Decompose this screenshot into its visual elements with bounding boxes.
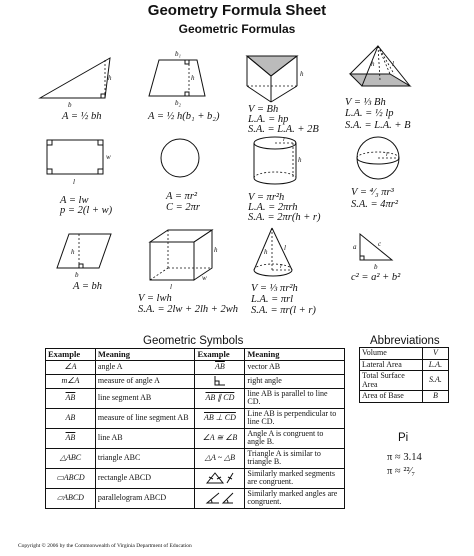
- abbreviations-table: [359, 347, 449, 403]
- formula-cone-surface: S.A. = πr(l + r): [251, 305, 316, 316]
- pi-approx-decimal: π ≈ 3.14: [387, 452, 422, 463]
- cone-figure: [252, 226, 307, 284]
- svg-text:w: w: [106, 153, 111, 161]
- congruent-segments-icon: [205, 471, 235, 485]
- col-meaning: Meaning: [245, 349, 345, 361]
- formula-pyramid-volume: V = ⅓ Bh: [345, 97, 386, 108]
- circle-figure: [160, 138, 204, 182]
- table-row: ▭ABCD rectangle ABCD Similarly marked segments are congruent.: [46, 468, 345, 488]
- prism-figure: [247, 46, 307, 104]
- symbols-table: [45, 348, 345, 509]
- pi-heading: Pi: [398, 432, 409, 444]
- formula-sphere-volume: V = ⁴⁄₃ πr³: [351, 187, 394, 198]
- svg-text:c: c: [378, 240, 382, 248]
- table-row: m∠A measure of angle A right angle: [46, 374, 345, 388]
- box-figure: [150, 228, 230, 290]
- table-row: Total Surface Area S.A.: [360, 371, 449, 391]
- svg-text:h: h: [298, 156, 302, 164]
- formula-circle-area: A = πr²: [166, 191, 198, 202]
- sphere-figure: [355, 136, 403, 184]
- svg-text:b₂: b₂: [175, 99, 181, 107]
- triangle-figure: [40, 58, 130, 109]
- table-row: Area of Base B: [360, 391, 449, 403]
- label-h: h: [108, 74, 112, 82]
- col-meaning: Meaning: [95, 349, 195, 361]
- formula-circle-circumference: C = 2πr: [166, 202, 200, 213]
- svg-text:l: l: [73, 178, 75, 186]
- formula-triangle-area: A = ½ bh: [62, 111, 102, 122]
- formula-cylinder-volume: V = πr²h: [248, 192, 285, 203]
- svg-text:h: h: [300, 70, 304, 78]
- rectangle-figure: [47, 138, 117, 186]
- table-row: Volume V: [360, 348, 449, 360]
- footer-copyright: Copyright © 2006 by the Commonwealth of Virginia Department of Education: [18, 543, 192, 549]
- formula-cone-volume: V = ⅓ πr²h: [251, 283, 298, 294]
- symbols-header-row: [46, 349, 345, 361]
- formula-pyramid-surface: S.A. = L.A. + B: [345, 120, 411, 131]
- table-row: Lateral Area L.A.: [360, 359, 449, 371]
- svg-text:l: l: [170, 283, 172, 291]
- formula-box-volume: V = lwh: [138, 293, 172, 304]
- abbreviations-heading: Abbreviations: [370, 335, 440, 347]
- table-row: $\overline{AB}$ line segment AB AB ∥ CD line AB is parallel to line CD.: [46, 388, 345, 408]
- svg-text:r: r: [280, 262, 283, 270]
- svg-text:r: r: [386, 150, 389, 158]
- svg-text:b: b: [374, 263, 378, 271]
- svg-text:h: h: [191, 74, 195, 82]
- svg-text:l: l: [392, 60, 394, 68]
- svg-text:r: r: [283, 135, 286, 143]
- formula-parallelogram-area: A = bh: [73, 281, 103, 292]
- table-row: AB measure of line segment AB AB ⊥ CD Line AB is perpendicular to line CD.: [46, 408, 345, 428]
- formula-prism-lateral: L.A. = hp: [248, 114, 289, 125]
- formula-pyramid-lateral: L.A. = ½ lp: [345, 108, 394, 119]
- trapezoid-figure: [147, 50, 217, 107]
- label-b: b: [68, 101, 72, 109]
- svg-text:h: h: [71, 248, 75, 256]
- svg-text:w: w: [202, 274, 207, 282]
- svg-text:a: a: [353, 243, 357, 251]
- pyramid-figure: [340, 44, 420, 94]
- cylinder-figure: [253, 136, 305, 188]
- formula-rectangle-perimeter: p = 2(l + w): [60, 205, 113, 216]
- formula-prism-surface: S.A. = L.A. + 2B: [248, 124, 319, 135]
- formula-cylinder-surface: S.A. = 2πr(h + r): [248, 212, 321, 223]
- formula-trapezoid-area: A = ½ h(b₁ + b₂): [148, 111, 220, 122]
- table-row: ∠A angle A $\overline{AB}$ vector AB: [46, 360, 345, 374]
- formula-box-surface: S.A. = 2lw + 2lh + 2wh: [138, 304, 239, 315]
- right-triangle-figure: [350, 232, 400, 272]
- svg-text:h: h: [214, 246, 218, 254]
- pi-approx-fraction: π ≈ ²²⁄₇: [387, 466, 416, 477]
- symbols-heading: Geometric Symbols: [143, 335, 244, 347]
- col-example: Example: [195, 349, 245, 361]
- svg-text:l: l: [284, 244, 286, 252]
- table-row: ▱ABCD parallelogram ABCD Similarly marked angles are congruent.: [46, 488, 345, 508]
- formula-pythagorean: c² = a² + b²: [351, 272, 401, 283]
- col-example: Example: [46, 349, 96, 361]
- formula-cone-lateral: L.A. = πrl: [251, 294, 294, 305]
- page-title: Geometry Formula Sheet: [147, 2, 327, 19]
- table-row: △ABC triangle ABC △A ~ △B Triangle A is similar to triangle B.: [46, 448, 345, 468]
- right-angle-icon: [214, 376, 226, 386]
- svg-text:b₁: b₁: [175, 50, 181, 58]
- formula-prism-volume: V = Bh: [248, 104, 279, 115]
- parallelogram-figure: [57, 232, 117, 277]
- formula-rectangle-area: A = lw: [60, 195, 89, 206]
- congruent-angles-icon: [205, 491, 235, 505]
- svg-text:b: b: [75, 271, 79, 279]
- formulas-heading: Geometric Formulas: [178, 22, 296, 36]
- table-row: $\overline{AB}$ line AB ∠A ≅ ∠B Angle A is congruent to angle B.: [46, 428, 345, 448]
- svg-text:h: h: [371, 60, 375, 68]
- formula-sphere-surface: S.A. = 4πr²: [351, 199, 398, 210]
- formula-cylinder-lateral: L.A. = 2πrh: [248, 202, 298, 213]
- svg-text:h: h: [264, 248, 268, 256]
